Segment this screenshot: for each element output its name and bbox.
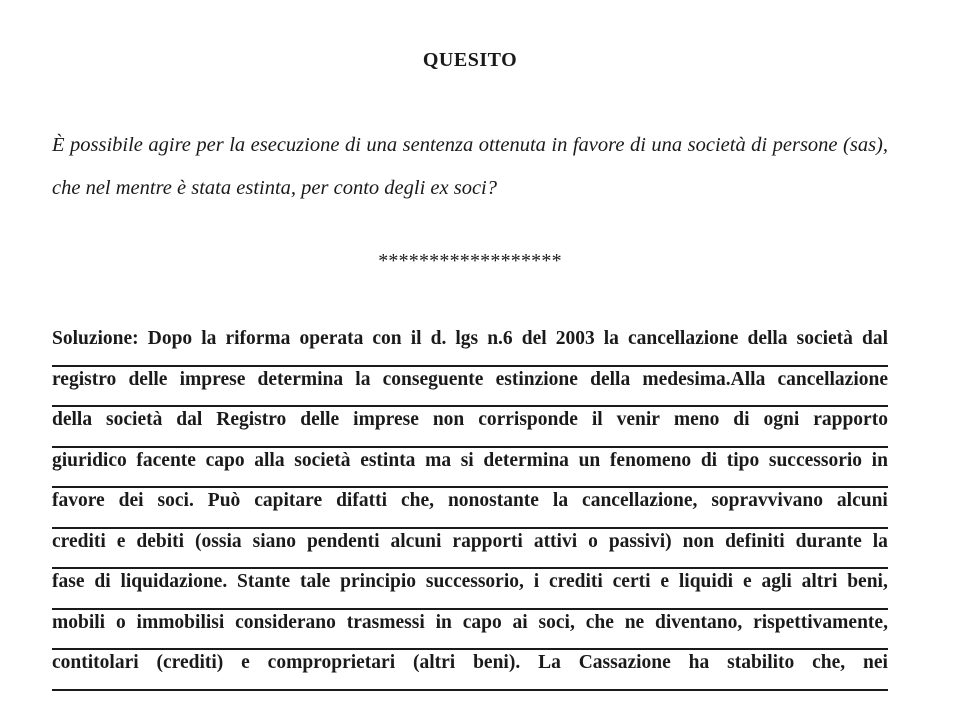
solution-word: facente — [136, 449, 196, 471]
solution-word: favore — [52, 490, 105, 511]
solution-word: estinta — [360, 449, 416, 471]
solution-word: Cassazione — [578, 652, 671, 673]
solution-paragraph — [52, 326, 888, 691]
solution-word: successorio, — [425, 571, 524, 592]
solution-word: Può — [207, 490, 241, 511]
solution-word: capitare — [254, 490, 323, 511]
solution-word: alla — [254, 449, 285, 471]
solution-word: delle — [128, 368, 168, 390]
solution-word: (crediti) — [156, 652, 224, 673]
solution-word: della — [747, 328, 788, 349]
solution-word: che, — [812, 652, 846, 673]
solution-word: ha — [688, 652, 710, 673]
solution-word: imprese — [179, 368, 246, 390]
solution-word: di — [733, 409, 750, 430]
solution-word: (altri — [412, 652, 456, 673]
solution-word: dei — [118, 490, 144, 511]
solution-word: comproprietari — [267, 652, 396, 673]
solution-word: i — [533, 571, 540, 592]
solution-word: venir — [616, 409, 660, 430]
solution-word: il — [591, 409, 603, 430]
solution-word: non — [682, 530, 715, 552]
solution-word: e — [116, 530, 126, 552]
solution-word: e — [241, 652, 250, 673]
solution-word: fase — [52, 571, 85, 592]
solution-word: della — [590, 368, 631, 390]
solution-word: il — [410, 328, 422, 349]
solution-line — [52, 529, 888, 570]
solution-word: la — [201, 328, 217, 349]
solution-word: dal — [176, 409, 203, 430]
solution-word: siano — [252, 530, 296, 552]
solution-word: fenomeno — [609, 449, 692, 471]
solution-word: dal — [861, 328, 888, 349]
solution-word: Registro — [216, 409, 287, 430]
solution-line — [52, 488, 888, 529]
separator-asterisks: ****************** — [378, 250, 562, 272]
solution-word: agli — [761, 571, 792, 592]
solution-word: immobilisi — [136, 611, 225, 633]
solution-word: riforma — [225, 328, 291, 349]
solution-word: di — [94, 571, 111, 592]
solution-word: considerano — [235, 611, 336, 633]
solution-word: medesima.Alla — [642, 368, 766, 390]
solution-word: rapporto — [813, 409, 888, 430]
solution-word: in — [871, 449, 888, 471]
solution-word: estinzione — [495, 368, 578, 390]
solution-word: cancellazione — [627, 328, 739, 349]
solution-word: d. — [430, 328, 447, 349]
solution-word: beni, — [847, 571, 888, 592]
solution-word: non — [432, 409, 465, 430]
solution-word: Dopo — [147, 328, 193, 349]
solution-word: che, — [400, 490, 434, 511]
solution-word: n.6 — [487, 328, 513, 349]
solution-line — [52, 448, 888, 489]
solution-word: rispettivamente, — [753, 611, 888, 633]
solution-word: la — [552, 490, 569, 511]
solution-word: beni). — [473, 652, 521, 673]
solution-word: Stante — [237, 571, 291, 592]
solution-word: Soluzione: — [52, 328, 139, 349]
solution-word: ne — [624, 611, 645, 633]
solution-word: nonostante — [447, 490, 539, 511]
solution-word: altri — [801, 571, 838, 592]
solution-word: o — [115, 611, 126, 633]
solution-word: ogni — [763, 409, 800, 430]
solution-word: di — [700, 449, 718, 471]
solution-word: tipo — [726, 449, 760, 471]
solution-word: difatti — [336, 490, 387, 511]
solution-word: diventano, — [655, 611, 743, 633]
solution-word: La — [538, 652, 561, 673]
solution-word: soci. — [157, 490, 194, 511]
solution-word: giuridico — [52, 449, 127, 471]
solution-word: che — [585, 611, 614, 633]
solution-word: e — [742, 571, 752, 592]
solution-line — [52, 407, 888, 448]
solution-word: imprese — [353, 409, 419, 430]
solution-word: alcuni — [390, 530, 442, 552]
solution-word: cancellazione — [777, 368, 888, 390]
solution-word: principio — [340, 571, 417, 592]
solution-word: certi — [612, 571, 651, 592]
solution-word: debiti — [136, 530, 185, 552]
solution-word: liquidi — [678, 571, 734, 592]
solution-word: soci, — [538, 611, 575, 633]
solution-word: (ossia — [195, 530, 242, 552]
solution-line — [52, 367, 888, 408]
solution-word: definiti — [725, 530, 785, 552]
solution-word: con — [372, 328, 402, 349]
solution-line — [52, 569, 888, 610]
solution-word: e — [660, 571, 670, 592]
solution-word: meno — [673, 409, 720, 430]
solution-word: nei — [863, 652, 888, 673]
solution-word: durante — [795, 530, 862, 552]
solution-word: delle — [300, 409, 340, 430]
solution-word: società — [106, 409, 163, 430]
solution-word: rapporti — [452, 530, 523, 552]
solution-word: successorio — [768, 449, 863, 471]
question-text: È possibile agire per la esecuzione di una sentenza ottenuta in favore di una società di persone (sas), che nel mentre è stata estinta, per conto degli ex soci? — [52, 134, 888, 199]
solution-word: del — [521, 328, 547, 349]
solution-line — [52, 650, 888, 691]
solution-word: attivi — [533, 530, 578, 552]
solution-word: 2003 — [555, 328, 595, 349]
solution-word: contitolari — [52, 652, 139, 673]
solution-word: la — [355, 368, 371, 390]
solution-word: la — [603, 328, 619, 349]
solution-word: un — [578, 449, 601, 471]
solution-line — [52, 610, 888, 651]
solution-word: operata — [299, 328, 364, 349]
document-title: QUESITO — [422, 49, 518, 71]
solution-word: conseguente — [382, 368, 484, 390]
solution-word: ma — [425, 449, 452, 471]
solution-word: ai — [512, 611, 528, 633]
solution-word: capo — [205, 449, 245, 471]
solution-word: tale — [299, 571, 331, 592]
solution-word: la — [872, 530, 888, 552]
solution-word: determina — [257, 368, 344, 390]
solution-word: trasmessi — [346, 611, 425, 633]
solution-word: o — [588, 530, 598, 552]
solution-word: società — [796, 328, 853, 349]
solution-word: corrisponde — [478, 409, 578, 430]
solution-word: capo — [462, 611, 502, 633]
solution-word: in — [435, 611, 452, 633]
solution-word: cancellazione, — [582, 490, 698, 511]
solution-word: della — [52, 409, 93, 430]
solution-word: pendenti — [306, 530, 380, 552]
solution-word: società — [294, 449, 351, 471]
solution-word: sopravvivano — [711, 490, 823, 511]
solution-word: crediti — [52, 530, 106, 552]
solution-word: si — [460, 449, 474, 471]
solution-word: stabilito — [727, 652, 795, 673]
solution-word: determina — [483, 449, 569, 471]
solution-word: liquidazione. — [120, 571, 228, 592]
solution-word: crediti — [549, 571, 603, 592]
solution-word: registro — [52, 368, 117, 390]
solution-word: alcuni — [836, 490, 888, 511]
solution-word: lgs — [455, 328, 479, 349]
solution-word: passivi) — [608, 530, 672, 552]
solution-line — [52, 326, 888, 367]
solution-word: mobili — [52, 611, 106, 633]
